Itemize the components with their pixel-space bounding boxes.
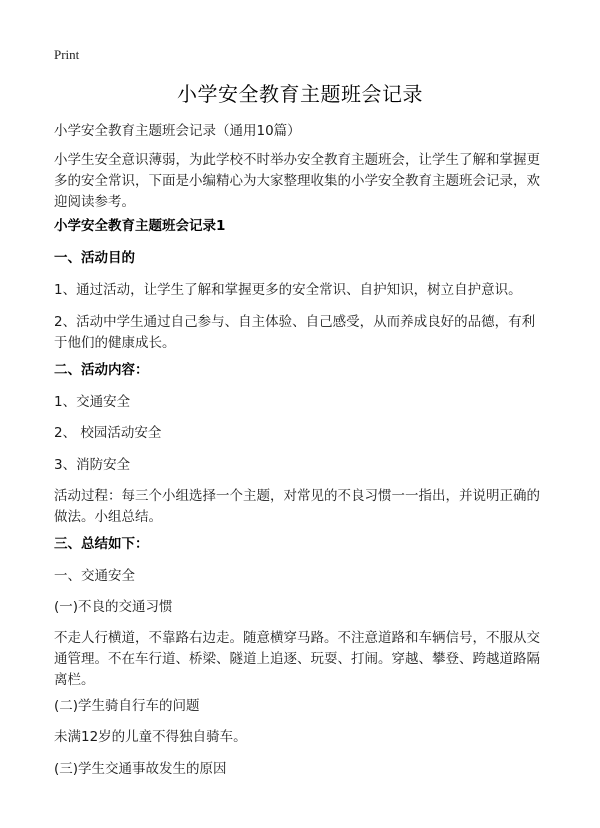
print-link[interactable]: Print [54,47,80,62]
bicycle-paragraph: 未满12岁的儿童不得独自骑车。 [54,729,247,745]
bad-habits-paragraph: 不走人行横道，不靠路右边走。随意横穿马路。不注意道路和车辆信号，不服从交通管理。不在车行道、桥梁、隧道上追逐、玩耍、打闹。穿越、攀登、跨越道路隔离栏。 [54,630,540,688]
process-paragraph: 活动过程：每三个小组选择一个主题，对常见的不良习惯一一指出，并说明正确的做法。小组总结。 [54,488,540,525]
purpose-item-1: 1、通过活动，让学生了解和掌握更多的安全常识、自护知识，树立自护意识。 [54,282,522,298]
bicycle-heading: (二)学生骑自行车的问题 [54,698,200,714]
traffic-heading: 一、交通安全 [54,568,135,584]
document-subtitle: 小学安全教育主题班会记录（通用10篇） [54,123,301,139]
content-item-2: 2、 校园活动安全 [54,425,162,441]
bad-habits-heading: (一)不良的交通习惯 [54,599,173,615]
intro-paragraph: 小学生安全意识薄弱，为此学校不时举办安全教育主题班会，让学生了解和掌握更多的安全常识，下面是小编精心为大家整理收集的小学安全教育主题班会记录，欢迎阅读参考。 [54,152,540,210]
section-heading-1: 小学安全教育主题班会记录1 [54,218,226,234]
accident-heading: (三)学生交通事故发生的原因 [54,761,227,777]
summary-heading: 三、总结如下： [54,536,149,552]
content-item-3: 3、消防安全 [54,457,131,473]
purpose-heading: 一、活动目的 [54,250,135,266]
content-item-1: 1、交通安全 [54,394,131,410]
page-title: 小学安全教育主题班会记录 [177,82,423,106]
purpose-item-2: 2、活动中学生通过自己参与、自主体验、自己感受，从而养成良好的品德，有利于他们的健康成长。 [54,314,536,351]
content-heading: 二、活动内容： [54,362,149,378]
